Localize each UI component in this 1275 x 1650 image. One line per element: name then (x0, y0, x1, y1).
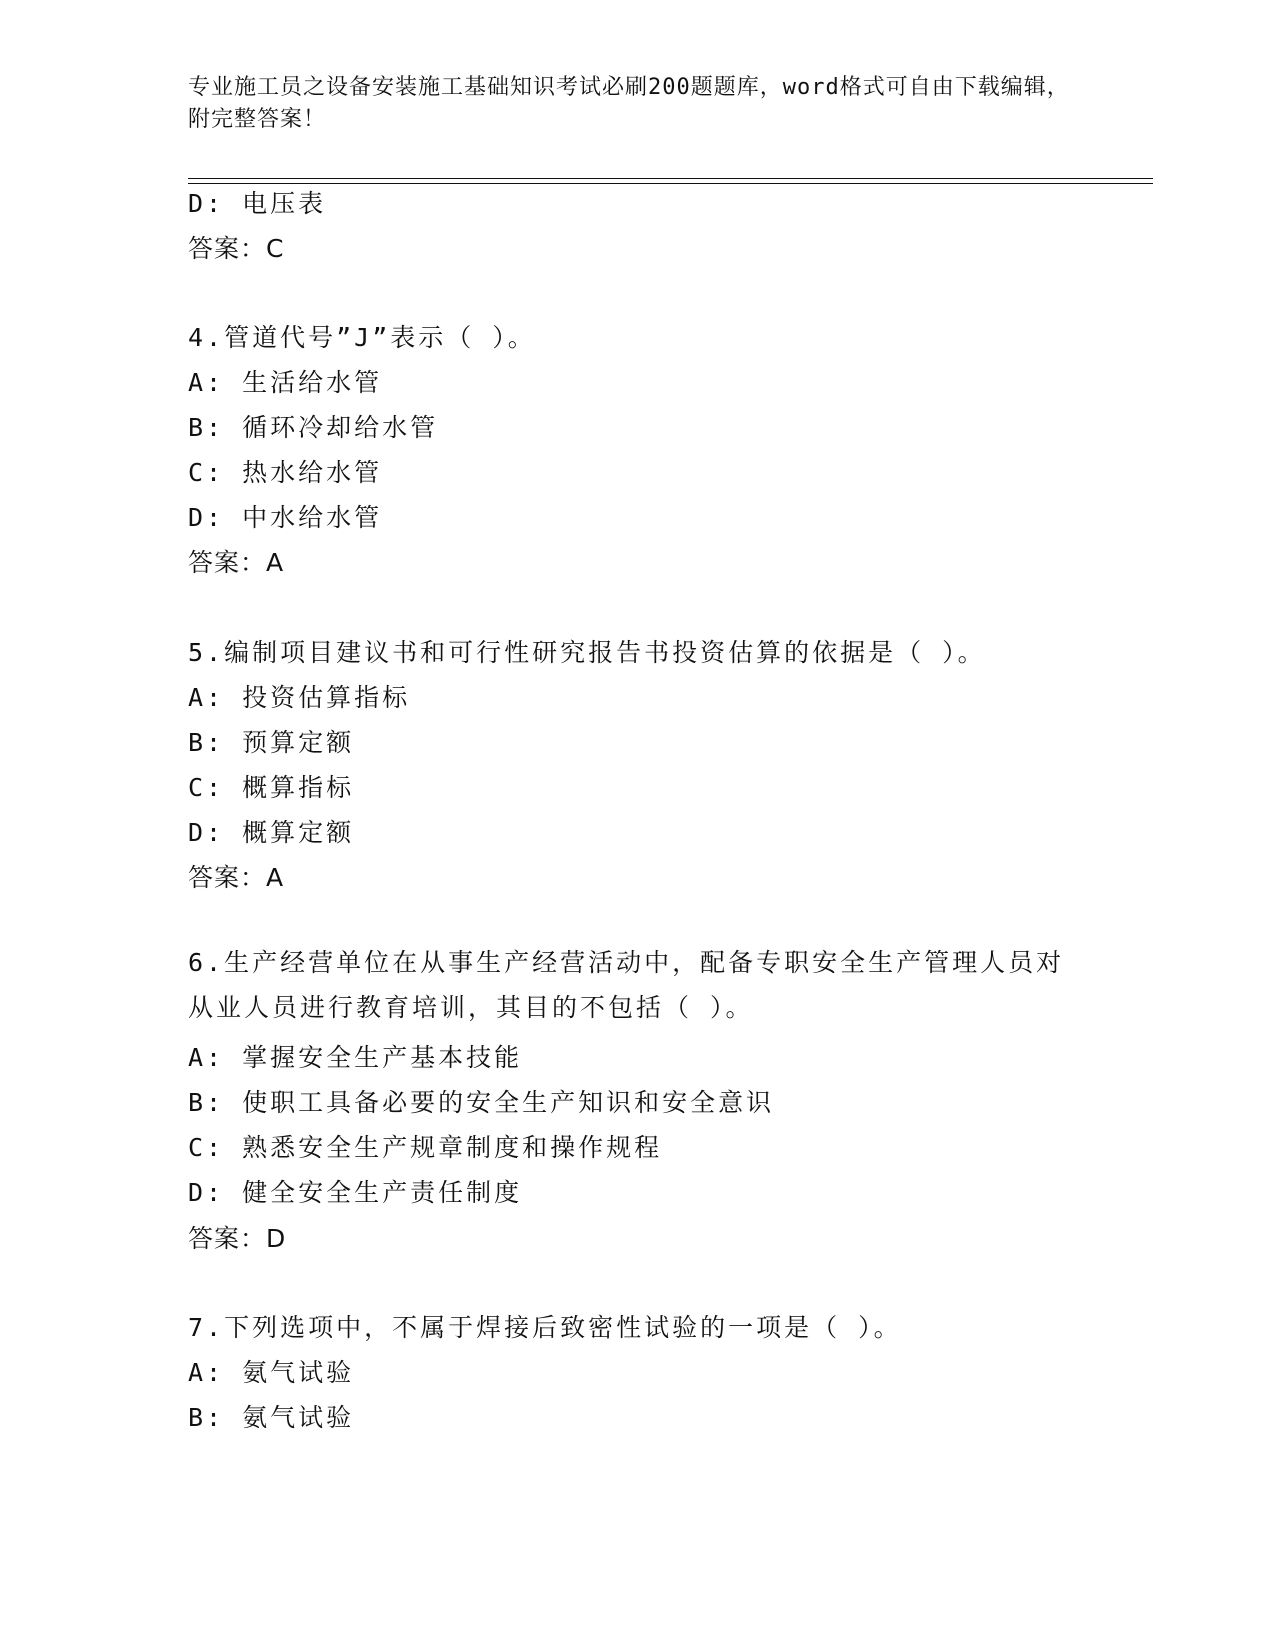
q4-answer: 答案：A (188, 548, 285, 577)
q4-option-c: C: 热水给水管 (188, 458, 383, 487)
q6-option-d: D: 健全安全生产责任制度 (188, 1178, 523, 1207)
q4-option-b: B: 循环冷却给水管 (188, 413, 439, 442)
q3-option-d: D: 电压表 (188, 189, 327, 218)
header-divider-top (188, 178, 1153, 179)
q7-stem: 7.下列选项中，不属于焊接后致密性试验的一项是（ ）。 (188, 1313, 902, 1342)
q4-option-d: D: 中水给水管 (188, 503, 383, 532)
q6-stem: 6.生产经营单位在从事生产经营活动中，配备专职安全生产管理人员对从业人员进行教育培训，其目的不包括（ ）。 (188, 948, 1065, 1022)
q6-option-a: A: 掌握安全生产基本技能 (188, 1043, 523, 1072)
q6-answer: 答案：D (188, 1224, 287, 1253)
q5-answer: 答案：A (188, 863, 285, 892)
q4-stem: 4.管道代号”J”表示（ ）。 (188, 323, 536, 352)
q3-answer: 答案：C (188, 234, 285, 263)
q4-option-a: A: 生活给水管 (188, 368, 383, 397)
q5-option-b: B: 预算定额 (188, 728, 355, 757)
q7-option-b: B: 氨气试验 (188, 1403, 355, 1432)
q5-option-d: D: 概算定额 (188, 818, 355, 847)
q6-option-b: B: 使职工具备必要的安全生产知识和安全意识 (188, 1088, 775, 1117)
q7-option-a: A: 氨气试验 (188, 1358, 355, 1387)
q5-option-a: A: 投资估算指标 (188, 683, 411, 712)
q5-stem: 5.编制项目建议书和可行性研究报告书投资估算的依据是（ ）。 (188, 638, 986, 667)
q6-option-c: C: 熟悉安全生产规章制度和操作规程 (188, 1133, 663, 1162)
header-divider-bottom (188, 183, 1153, 184)
q5-option-c: C: 概算指标 (188, 773, 355, 802)
document-header-title: 专业施工员之设备安装施工基础知识考试必刷200题题库，word格式可自由下载编辑，附完整答案！ (188, 75, 1070, 132)
